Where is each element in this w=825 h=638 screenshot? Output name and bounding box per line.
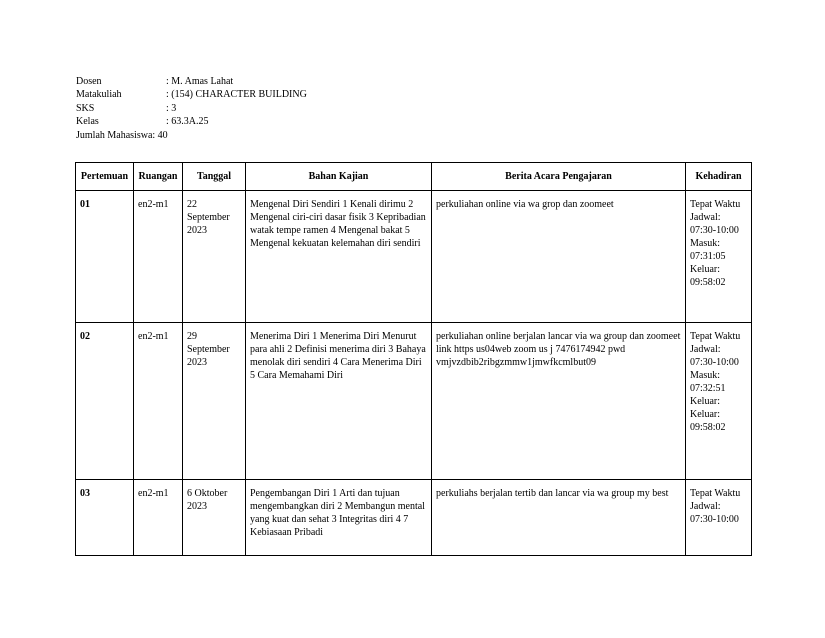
cell-ruangan: en2-m1 xyxy=(134,480,183,556)
kelas-value: : 63.3A.25 xyxy=(166,116,209,128)
info-row-kelas xyxy=(76,115,307,128)
header-pertemuan: Pertemuan xyxy=(76,163,134,191)
header-kehadiran: Kehadiran xyxy=(686,163,752,191)
info-row-dosen xyxy=(76,75,307,88)
cell-bahan-kajian: Menerima Diri 1 Menerima Diri Menurut para ahli 2 Definisi menerima diri 3 Bahaya menolak diri sendiri 4 Cara Menerima Diri 5 Cara Memahami Diri xyxy=(246,323,432,480)
jumlah-label: Jumlah Mahasiswa xyxy=(76,129,153,141)
cell-pertemuan: 02 xyxy=(76,323,134,480)
cell-tanggal: 6 Oktober 2023 xyxy=(183,480,246,556)
header-berita-acara: Berita Acara Pengajaran xyxy=(432,163,686,191)
course-info xyxy=(76,75,307,142)
info-row-sks xyxy=(76,102,307,115)
header-ruangan: Ruangan xyxy=(134,163,183,191)
attendance-table xyxy=(75,162,752,556)
sks-label: SKS xyxy=(76,102,95,114)
cell-tanggal: 22 September 2023 xyxy=(183,191,246,323)
cell-berita-acara: perkuliahs berjalan tertib dan lancar via wa group my best xyxy=(432,480,686,556)
cell-berita-acara: perkuliahan online berjalan lancar via wa group dan zoomeet link https us04web zoom us j 7476174942 pwd vmjvzdbib2ribgzmmw1jmwfkcmlbut09 xyxy=(432,323,686,480)
cell-pertemuan: 03 xyxy=(76,480,134,556)
header-bahan-kajian: Bahan Kajian xyxy=(246,163,432,191)
dosen-label: Dosen xyxy=(76,76,102,87)
matakuliah-label: Matakuliah xyxy=(76,89,122,101)
cell-kehadiran: Tepat Waktu Jadwal: 07:30-10:00 xyxy=(686,480,752,556)
info-row-jumlah xyxy=(76,129,307,142)
cell-bahan-kajian: Pengembangan Diri 1 Arti dan tujuan mengembangkan diri 2 Membangun mental yang kuat dan sehat 3 Integritas diri 4 7 Kebiasaan Pribadi xyxy=(246,480,432,556)
dosen-value: : M. Amas Lahat xyxy=(166,76,234,87)
jumlah-value: : 40 xyxy=(152,129,168,141)
cell-pertemuan: 01 xyxy=(76,191,134,323)
table-row xyxy=(76,480,752,556)
cell-berita-acara: perkuliahan online via wa grop dan zoomeet xyxy=(432,191,686,323)
cell-bahan-kajian: Mengenal Diri Sendiri 1 Kenali dirimu 2 Mengenal ciri-ciri dasar fisik 3 Kepribadian watak tempe ramen 4 Mengenal bakat 5 Mengenal kekuatan kelemahan diri sendiri xyxy=(246,191,432,323)
header-tanggal: Tanggal xyxy=(183,163,246,191)
cell-ruangan: en2-m1 xyxy=(134,323,183,480)
table-header-row xyxy=(76,163,752,191)
info-row-matakuliah xyxy=(76,88,307,101)
cell-tanggal: 29 September 2023 xyxy=(183,323,246,480)
matakuliah-value: : (154) CHARACTER BUILDING xyxy=(166,89,307,101)
table-row xyxy=(76,323,752,480)
cell-kehadiran: Tepat Waktu Jadwal: 07:30-10:00 Masuk: 07:31:05 Keluar: 09:58:02 xyxy=(686,191,752,323)
sks-value: : 3 xyxy=(166,102,177,114)
cell-kehadiran: Tepat Waktu Jadwal: 07:30-10:00 Masuk: 07:32:51 Keluar: Keluar: 09:58:02 xyxy=(686,323,752,480)
kelas-label: Kelas xyxy=(76,116,99,128)
table-row xyxy=(76,191,752,323)
cell-ruangan: en2-m1 xyxy=(134,191,183,323)
